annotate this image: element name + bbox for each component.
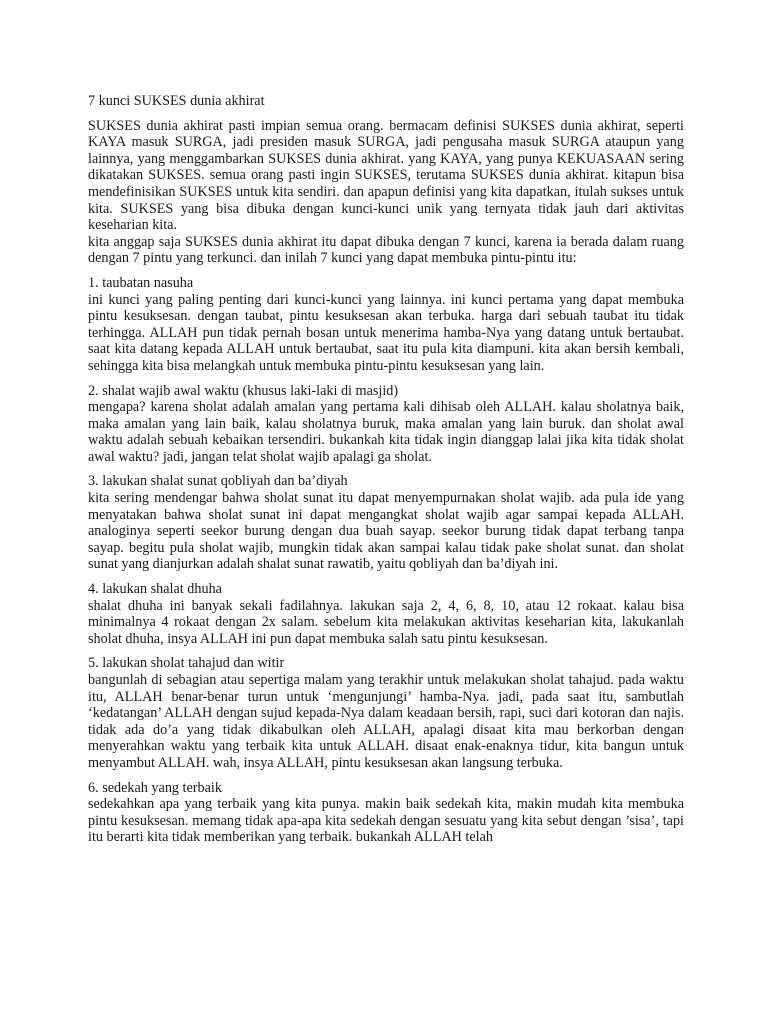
section-heading: 5. lakukan sholat tahajud dan witir [88,655,285,672]
intro-paragraph-1: SUKSES dunia akhirat pasti impian semua orang. bermacam definisi SUKSES dunia akhirat, seperti KAYA masuk SURGA, jadi presiden masuk SURGA, jadi pengusaha masuk SURGA ataupun yang lainnya, yang menggambarkan SUKSES dunia akhirat. yang KAYA, yang punya KEKUASAAN sering dikatakan SUKSES. semua orang pasti ingin SUKSES, terutama SUKSES dunia akhirat. kitapun bisa mendefinisikan SUKSES untuk kita sendiri. dan apapun definisi yang kita dapatkan, itulah sukses untuk kita. SUKSES yang bisa dibuka dengan kunci-kunci unik yang ternyata tidak jauh dari aktivitas keseharian kita. [88,117,684,234]
section-3 [88,473,684,573]
section-body: bangunlah di sebagian atau sepertiga malam yang terakhir untuk melakukan sholat tahajud. pada waktu itu, ALLAH benar-benar turun untuk ‘mengunjungi’ hamba-Nya. jadi, pada saat itu, sambutlah ‘kedatangan’ ALLAH dengan sujud kepada-Nya dalam keadaan bersih, rapi, suci dari kotoran dan najis. tidak ada do’a yang tidak dikabulkan oleh ALLAH, apalagi disaat kita mau berkorban dengan menyerahkan waktu yang terbaik kita untuk ALLAH. disaat enak-enaknya tidur, kita bangun untuk menyambut ALLAH. wah, insya ALLAH, pintu kesuksesan akan langsung terbuka. [88,672,684,771]
section-body: sedekahkan apa yang terbaik yang kita punya. makin baik sedekah kita, makin mudah kita membuka pintu kesuksesan. memang tidak apa-apa kita sedekah dengan sesuatu yang kita sebut dengan ’sisa’, tapi itu berarti kita tidak memberikan yang terbaik. bukankah ALLAH telah [88,796,684,846]
section-4 [88,581,684,647]
section-body: ini kunci yang paling penting dari kunci-kunci yang lainnya. ini kunci pertama yang dapat membuka pintu kesuksesan. dengan taubat, pintu kesuksesan akan terbuka. harga dari sebuah taubat itu tidak terhingga. ALLAH pun tidak pernah bosan untuk menerima hamba-Nya yang datang untuk bertaubat. saat kita datang kepada ALLAH untuk bertaubat, saat itu pula kita diampuni. kita akan bersih kembali, sehingga kita bisa melangkah untuk membuka pintu-pintu kesuksesan yang lain. [88,291,684,374]
intro-paragraph-2: kita anggap saja SUKSES dunia akhirat itu dapat dibuka dengan 7 kunci, karena ia berada dalam ruang dengan 7 pintu yang terkunci. dan inilah 7 kunci yang dapat membuka pintu-pintu itu: [88,233,684,267]
section-heading: 1. taubatan nasuha [88,274,194,291]
section-2 [88,383,684,466]
section-1 [88,275,684,375]
section-heading: 3. lakukan shalat sunat qobliyah dan ba’diyah [88,473,348,490]
section-heading: 4. lakukan shalat dhuha [88,581,222,598]
intro-block [88,118,684,267]
section-6 [88,780,684,846]
document-title: 7 kunci SUKSES dunia akhirat [88,93,265,109]
section-body: shalat dhuha ini banyak sekali fadilahnya. lakukan saja 2, 4, 6, 8, 10, atau 12 rokaat. kalau bisa minimalnya 4 rokaat dengan 2x salam. sebelum kita melakukan aktivitas keseharian kita, lakukanlah sholat dhuha, insya ALLAH ini pun dapat membuka salah satu pintu kesuksesan. [88,597,684,647]
section-heading: 2. shalat wajib awal waktu (khusus laki-laki di masjid) [88,382,399,399]
section-body: kita sering mendengar bahwa sholat sunat itu dapat menyempurnakan sholat wajib. ada pula ide yang menyatakan bahwa sholat sunat ini dapat mengangkat sholat wajib agar sampai kepada ALLAH. analoginya seperti seekor burung dengan dua buah sayap. seekor burung tidak dapat terbang tanpa sayap. begitu pula sholat wajib, mungkin tidak akan sampai kalau tidak pake sholat sunat. dan sholat sunat yang dianjurkan adalah shalat sunat rawatib, yaitu qobliyah dan ba’diyah ini. [88,490,684,573]
section-5 [88,655,684,771]
section-body: mengapa? karena sholat adalah amalan yang pertama kali dihisab oleh ALLAH. kalau sholatnya baik, maka amalan yang lain baik, kalau sholatnya buruk, maka amalan yang lain buruk. dan sholat awal waktu adalah sebuah kebaikan tersendiri. bukankah kita tidak ingin dianggap lalai jika kita tidak sholat awal waktu? jadi, jangan telat sholat wajib apalagi ga sholat. [88,399,684,465]
section-heading: 6. sedekah yang terbaik [88,779,222,796]
